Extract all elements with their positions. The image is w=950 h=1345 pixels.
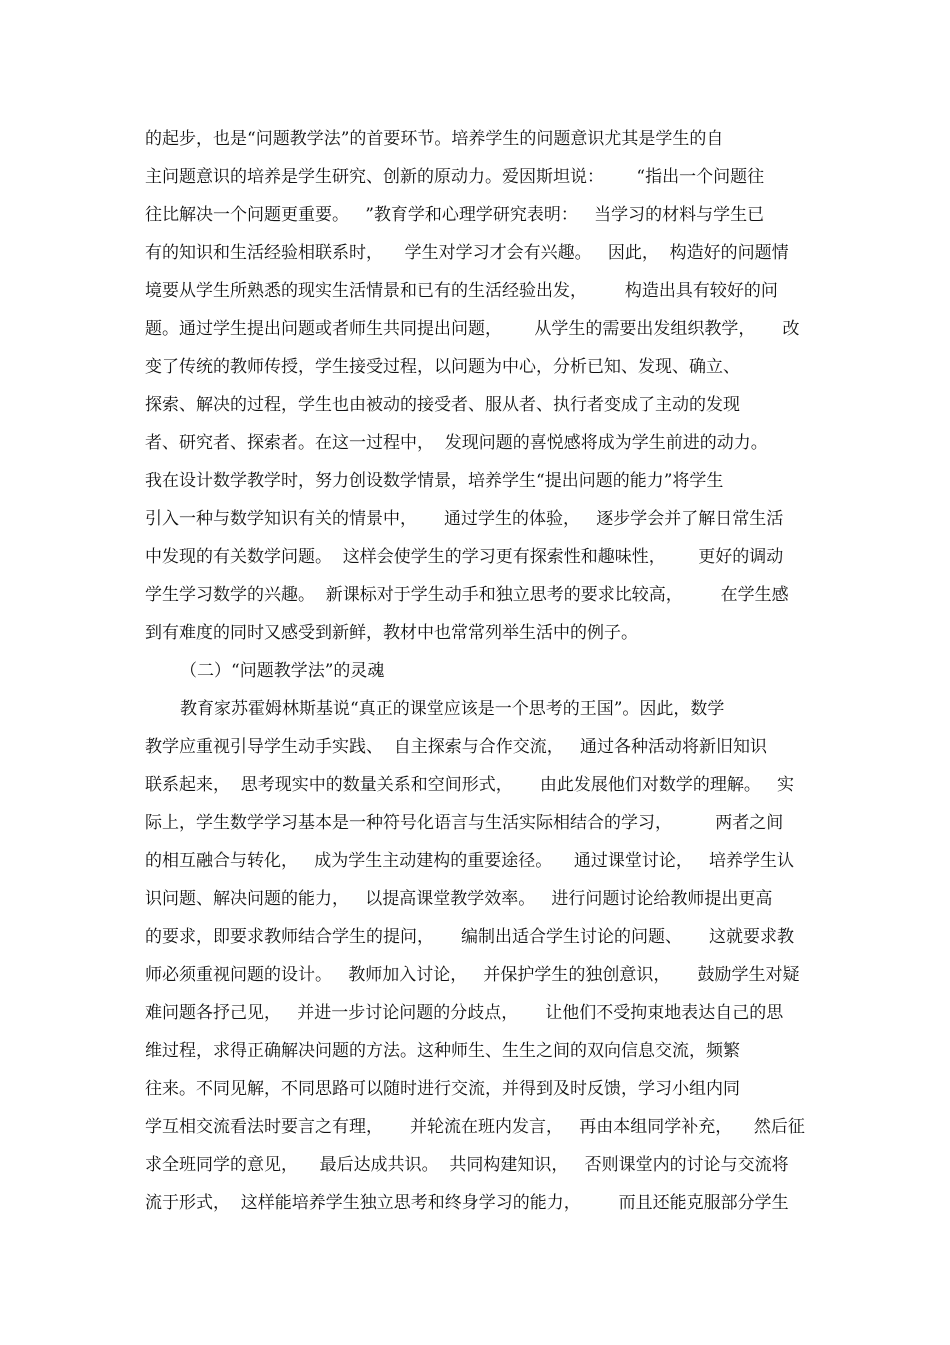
text-line: 教学应重视引导学生动手实践、 自主探索与合作交流， 通过各种活动将新旧知识 — [145, 737, 768, 757]
text-line: 学生学习数学的兴趣。 新课标对于学生动手和独立思考的要求比较高， 在学生感 — [145, 585, 789, 605]
text-line: 主问题意识的培养是学生研究、创新的原动力。爱因斯坦说： “指出一个问题往 — [145, 167, 765, 187]
text-line: 求全班同学的意见， 最后达成共识。 共同构建知识， 否则课堂内的讨论与交流将 — [145, 1155, 789, 1175]
text-line: 识问题、解决问题的能力， 以提高课堂教学效率。 进行问题讨论给教师提出更高 — [145, 889, 773, 909]
text-line: 题。通过学生提出问题或者师生共同提出问题， 从学生的需要出发组织教学， 改 — [145, 319, 800, 339]
text-line: 到有难度的同时又感受到新鲜，教材中也常常列举生活中的例子。 — [145, 623, 638, 643]
text-line: 我在设计数学教学时，努力创设数学情景，培养学生“提出问题的能力”将学生 — [145, 471, 724, 491]
text-line: 流于形式， 这样能培养学生独立思考和终身学习的能力， 而且还能克服部分学生 — [145, 1193, 789, 1213]
text-line: 探索、解决的过程，学生也由被动的接受者、服从者、执行者变成了主动的发现 — [145, 395, 740, 415]
text-line: 学互相交流看法时要言之有理， 并轮流在班内发言， 再由本组同学补充， 然后征 — [145, 1117, 805, 1137]
text-line: 的要求，即要求教师结合学生的提问， 编制出适合学生讨论的问题、 这就要求教 — [145, 927, 795, 947]
text-line: 中发现的有关数学问题。 这样会使学生的学习更有探索性和趣味性， 更好的调动 — [145, 547, 784, 567]
text-line: 有的知识和生活经验相联系时， 学生对学习才会有兴趣。 因此， 构造好的问题情 — [145, 243, 789, 263]
text-line: 际上，学生数学学习基本是一种符号化语言与生活实际相结合的学习， 两者之间 — [145, 813, 784, 833]
text-line: 境要从学生所熟悉的现实生活情景和已有的生活经验出发， 构造出具有较好的问 — [145, 281, 778, 301]
text-line: 师必须重视问题的设计。 教师加入讨论， 并保护学生的独创意识， 鼓励学生对疑 — [145, 965, 800, 985]
text-line: 联系起来， 思考现实中的数量关系和空间形式， 由此发展他们对数学的理解。 实 — [145, 775, 795, 795]
text-line: 的起步，也是“问题教学法”的首要环节。培养学生的问题意识尤其是学生的自 — [145, 129, 724, 149]
text-line: 教育家苏霍姆林斯基说“真正的课堂应该是一个思考的王国”。因此，数学 — [180, 699, 725, 719]
text-line: 往比解决一个问题更重要。 ”教育学和心理学研究表明： 当学习的材料与学生已 — [145, 205, 765, 225]
section-heading: （二）“问题教学法”的灵魂 — [180, 661, 385, 681]
text-line: 引入一种与数学知识有关的情景中， 通过学生的体验， 逐步学会并了解日常生活 — [145, 509, 784, 529]
text-line: 难问题各抒己见， 并进一步讨论问题的分歧点， 让他们不受拘束地表达自己的思 — [145, 1003, 784, 1023]
text-line: 的相互融合与转化， 成为学生主动建构的重要途径。 通过课堂讨论， 培养学生认 — [145, 851, 795, 871]
text-line: 变了传统的教师传授，学生接受过程，以问题为中心，分析已知、发现、确立、 — [145, 357, 740, 377]
text-line: 往来。不同见解，不同思路可以随时进行交流，并得到及时反馈，学习小组内同 — [145, 1079, 740, 1099]
text-line: 者、研究者、探索者。在这一过程中， 发现问题的喜悦感将成为学生前进的动力。 — [145, 433, 768, 453]
text-line: 维过程，求得正确解决问题的方法。这种师生、生生之间的双向信息交流，频繁 — [145, 1041, 740, 1061]
